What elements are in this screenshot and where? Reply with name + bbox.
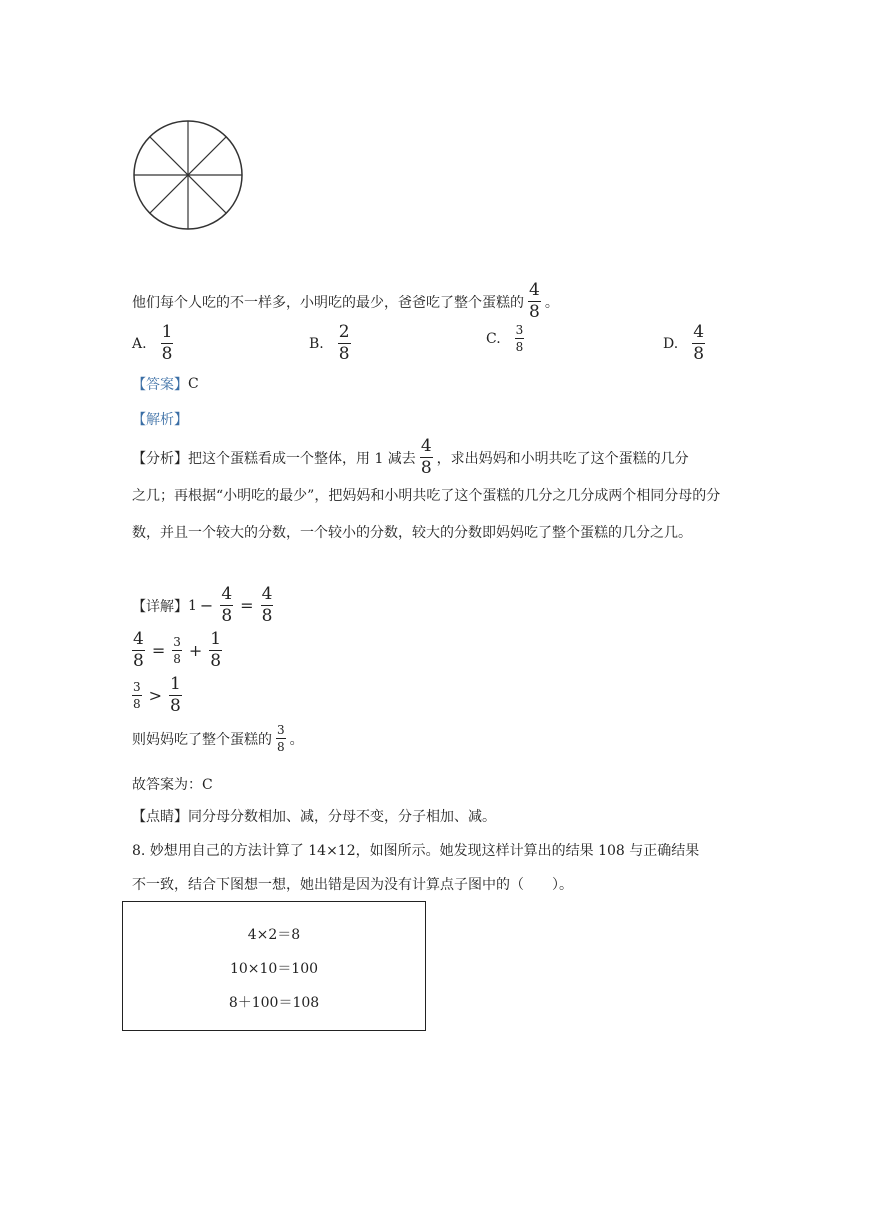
option-a: A. $\frac{1}{8}$ [132,322,173,364]
fenxi-line-1: 【分析】 把这个蛋糕看成一个整体，用 1 减去 $\frac{4}{8}$ ，求出妈妈和小明共吃了这个蛋糕的几分 [132,436,689,478]
intro-line: 他们每个人吃的不一样多，小明吃的最少，爸爸吃了整个蛋糕的 $\frac{4}{8}$ 。 [132,280,559,322]
option-b: B. $\frac{2}{8}$ [309,322,350,364]
detail-eq-1: 【详解】 1 − $\frac{4}{8}$ = $\frac{4}{8}$ [132,584,273,626]
calculation-box [122,901,426,1031]
answer-tag: 【答案】 [132,377,188,393]
question-8-line-2: 不一致，结合下图想一想，她出错是因为没有计算点子图中的（ ）。 [132,877,573,893]
question-8-line-1: 8. 妙想用自己的方法计算了 14×12，如图所示。她发现这样计算出的结果 108 与正确结果 [132,843,700,859]
fraction: $\frac{4}{8}$ [529,280,540,322]
analysis-heading: 【解析】 [132,412,188,428]
intro-text: 他们每个人吃的不一样多，小明吃的最少，爸爸吃了整个蛋糕的 [132,294,524,311]
cake-diagram [132,119,244,231]
answer-line [132,374,199,394]
detail-eq-2: $\frac{4}{8}$ = $\frac{3}{8}$ + $\frac{1}{8}$ [133,629,222,671]
final-answer: 故答案为：C [132,777,213,793]
answer-value: C [188,376,199,392]
detail-eq-3: $\frac{3}{8}$ > $\frac{1}{8}$ [133,674,181,716]
option-d: D. $\frac{4}{8}$ [663,322,705,364]
option-c: C. $\frac{3}{8}$ [486,323,524,354]
fenxi-paragraph: 之几；再根据“小明吃的最少”，把妈妈和小明共吃了这个蛋糕的几分之几分成两个相同分母的分数，并且一个较大的分数，一个较小的分数，较大的分数即妈妈吃了整个蛋糕的几分之几。 [132,488,721,541]
calc-line: 10×10＝100 [229,961,319,977]
dianjing-line: 【点睛】 同分母分数相加、减，分母不变，分子相加、减。 [132,809,496,825]
detail-conclusion: 则妈妈吃了整个蛋糕的 $\frac{3}{8}$ 。 [132,723,304,754]
calc-line: 8＋100＝108 [228,995,320,1011]
calc-line: 4×2＝8 [247,927,301,943]
